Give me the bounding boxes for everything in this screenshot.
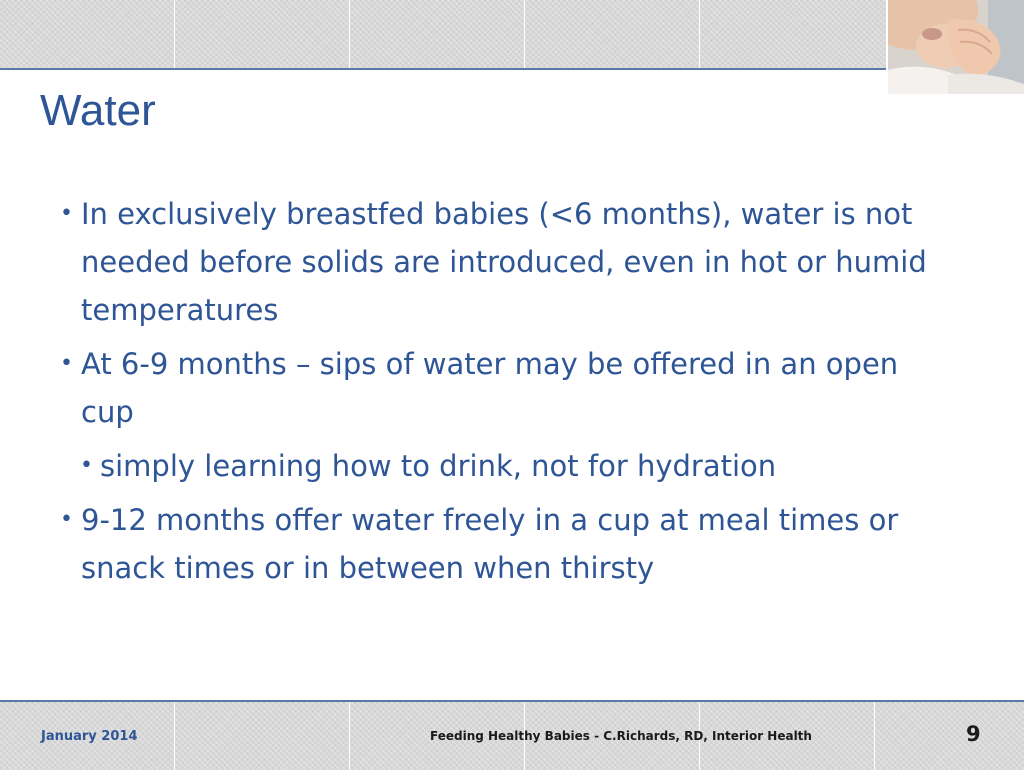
bullet-text: In exclusively breastfed babies (<6 months), water is not needed before solids are introduced, even in hot or humid temperatures (81, 197, 927, 327)
page-number: 9 (966, 722, 981, 746)
bullet-item (60, 340, 960, 436)
header-band (0, 0, 1024, 70)
baby-photo-illustration (888, 0, 1024, 94)
bullet-item (60, 190, 960, 334)
sub-bullet-item (80, 442, 960, 490)
bullet-dot: • (60, 201, 73, 226)
bullet-text: 9-12 months offer water freely in a cup at meal times or snack times or in between when thirsty (81, 503, 899, 585)
slide-content (60, 190, 960, 598)
bullet-dot: • (80, 453, 93, 478)
footer-divider (874, 702, 875, 770)
footer-date: January 2014 (41, 729, 138, 744)
bullet-dot: • (60, 351, 73, 376)
slide-title: Water (40, 86, 156, 135)
footer-divider (174, 702, 175, 770)
footer-divider (349, 702, 350, 770)
header-divider (524, 0, 525, 68)
footer-title: Feeding Healthy Babies - C.Richards, RD, Interior Health (430, 729, 812, 743)
header-divider (349, 0, 350, 68)
bullet-dot: • (60, 507, 73, 532)
baby-photo (886, 0, 1024, 96)
bullet-text: At 6-9 months – sips of water may be offered in an open cup (81, 347, 899, 429)
bullet-text: simply learning how to drink, not for hydration (100, 449, 777, 483)
bullet-item (60, 496, 960, 592)
header-divider (174, 0, 175, 68)
header-divider (699, 0, 700, 68)
